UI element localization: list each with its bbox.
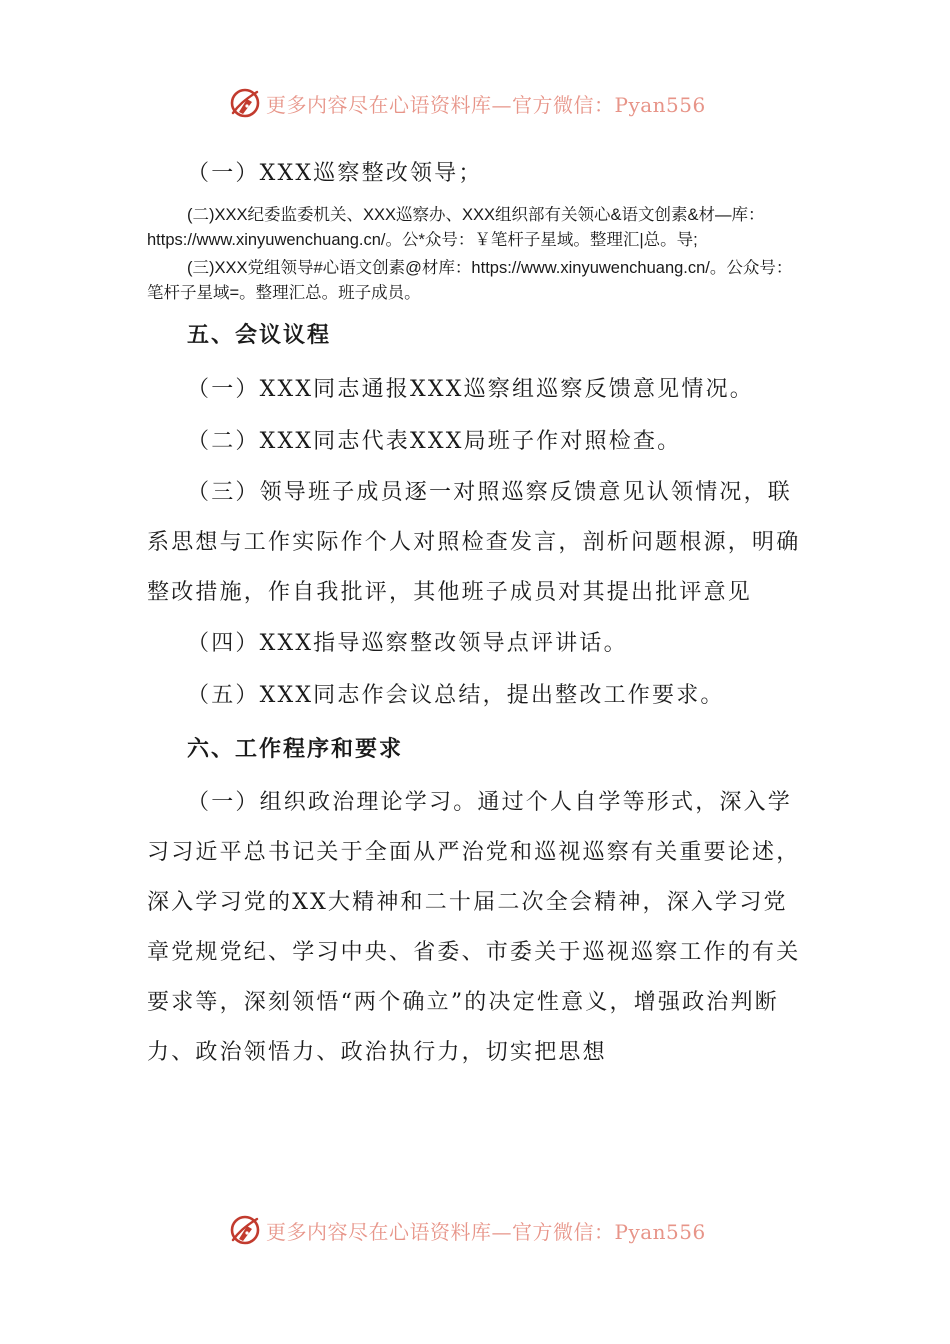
section-heading-agenda: 五、会议议程	[187, 323, 332, 348]
agenda-item-2: （二）XXX同志代表XXX局班子作对照检查。	[187, 429, 682, 454]
pen-nib-logo-icon	[228, 1213, 262, 1247]
paragraph-commission: (二)XXX纪委监委机关、XXX巡察办、XXX组织部有关领心&语文创素&材—库：https://www.xinyuwenchuang.cn/。公*众号：￥笔杆子星域。整理汇|总。导;	[147, 206, 765, 249]
banner-text: 更多内容尽在心语资料库—官方微信：Pyan556	[266, 1219, 706, 1244]
procedure-item-1: （一）组织政治理论学习。通过个人自学等形式，深入学习习近平总书记关于全面从严治党和巡视巡察有关重要论述，深入学习党的XX大精神和二十届二次全会精神，深入学习党章党规党纪、学习中央、省委、市委关于巡视巡察工作的有关要求等，深刻领悟“两个确立”的决定性意义，增强政治判断力、政治领悟力、政治执行力，切实把思想	[147, 790, 801, 1065]
agenda-item-4: （四）XXX指导巡察整改领导点评讲话。	[187, 631, 628, 656]
agenda-item-3: （三）领导班子成员逐一对照巡察反馈意见认领情况，联系思想与工作实际作个人对照检查发言，剖析问题根源，明确整改措施，作自我批评，其他班子成员对其提出批评意见	[147, 480, 801, 605]
document-body	[147, 148, 807, 1078]
agenda-item-1: （一）XXX同志通报XXX巡察组巡察反馈意见情况。	[187, 377, 754, 402]
header-banner	[228, 83, 706, 123]
footer-banner	[228, 1210, 706, 1250]
agenda-item-5: （五）XXX同志作会议总结，提出整改工作要求。	[187, 683, 725, 708]
pen-nib-logo-icon	[228, 86, 262, 120]
section-heading-procedure: 六、工作程序和要求	[187, 737, 404, 762]
paragraph-party-group: (三)XXX党组领导#心语文创素@材库：https://www.xinyuwenchuang.cn/。公众号：笔杆子星域=。整理汇总。班子成员。	[147, 259, 793, 302]
paragraph-leader: （一）XXX巡察整改领导；	[187, 161, 483, 186]
banner-text: 更多内容尽在心语资料库—官方微信：Pyan556	[266, 92, 706, 117]
